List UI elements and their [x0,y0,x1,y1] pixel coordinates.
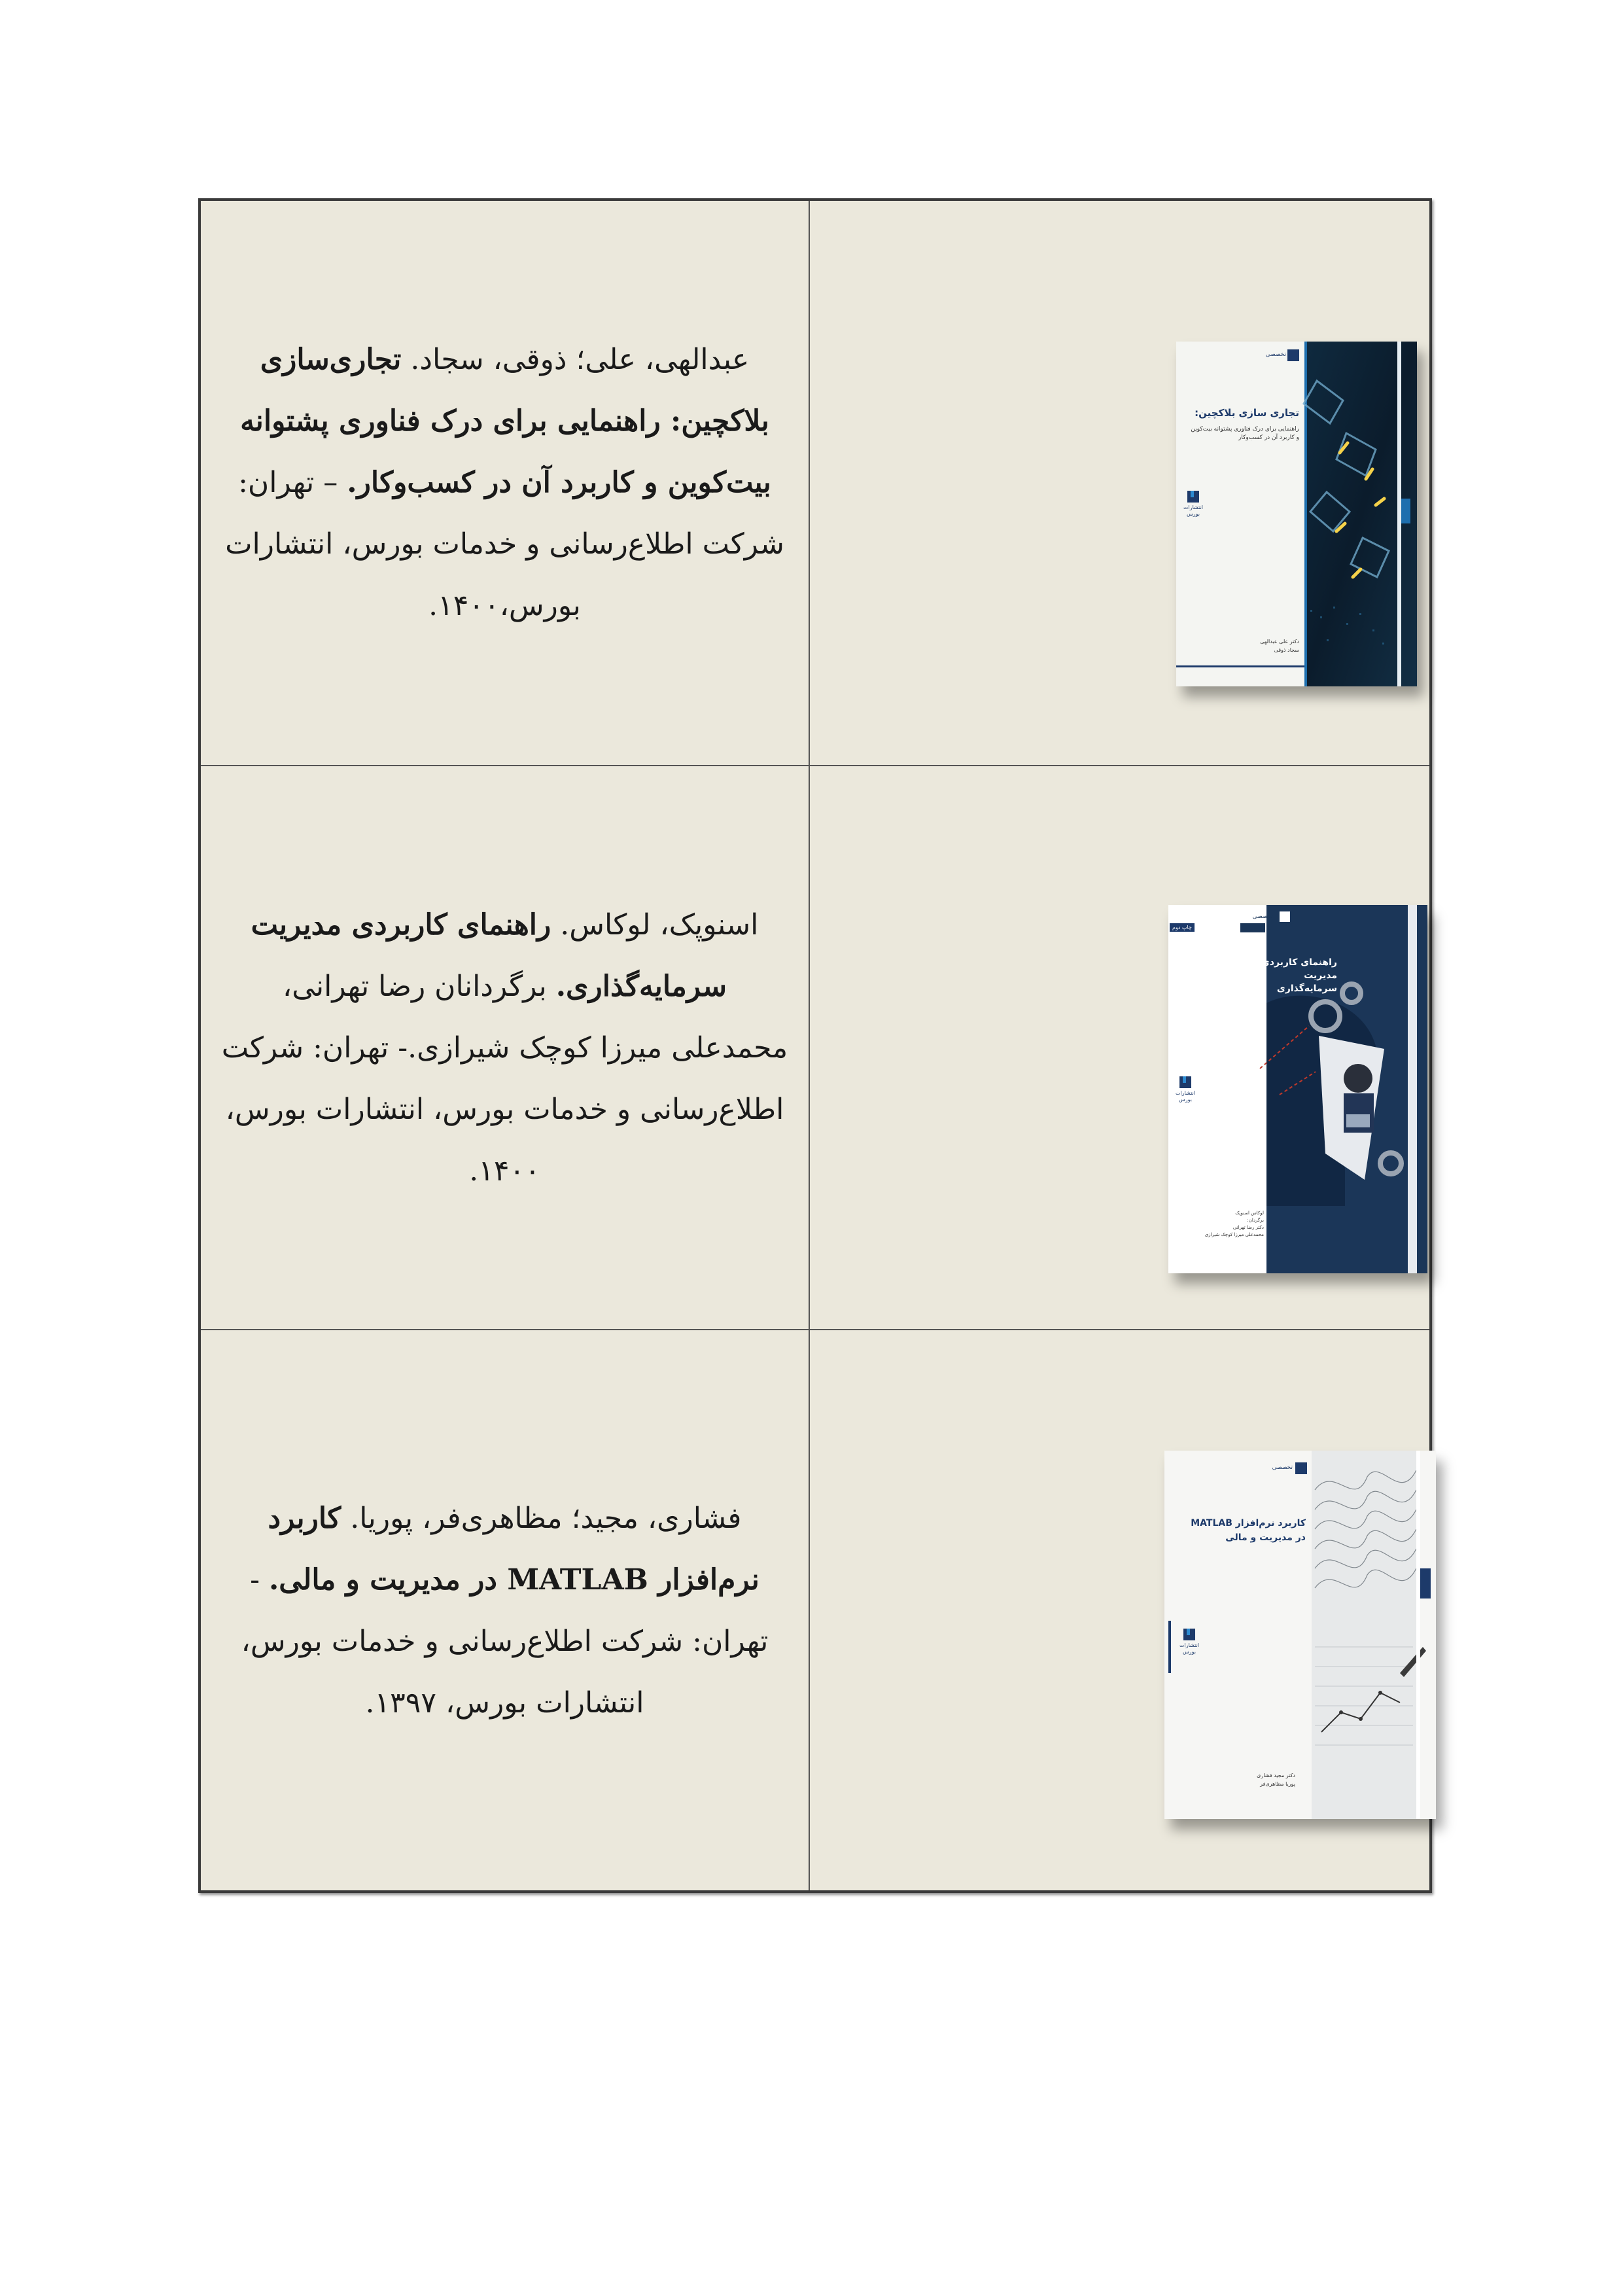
book-cover-investment [1168,905,1427,1273]
citation-title: کاربرد نرم‌افزار MATLAB در مدیریت و مالی. [268,1502,759,1597]
publisher-logo [1172,1076,1198,1103]
cover-authors: دکتر مجید فشاری پوریا مظاهری‌فر [1257,1773,1295,1787]
book-cover-blockchain [1176,342,1417,686]
book-cover-matlab [1164,1451,1436,1819]
citation-authors: اسنوپک، لوکاس. [560,908,759,942]
cover-title: راهنمای کاربردی مدیریت سرمایه‌گذاری [1261,957,1337,994]
publisher-logo [1180,491,1206,518]
publisher-logo-icon [1187,491,1199,503]
cover-cell [810,766,1429,1330]
publisher-logo-icon [1183,1629,1195,1640]
citation-authors: فشاری، مجید؛ مظاهری‌فر، پوریا. [350,1502,742,1535]
citation-publication: – تهران: شرکت اطلاع‌رسانی و خدمات بورس، انتشارات بورس،۱۴۰۰. [225,466,784,622]
citation-text [220,1488,789,1734]
cover-cell [810,1330,1429,1892]
citation-cell [201,766,809,1330]
citation-title: تجاری‌سازی بلاکچین: راهنمایی برای درک فناوری پشتوانه بیت‌کوین و کاربرد آن در کسب‌وکار. [240,343,771,499]
cover-series: تخصصی [1272,1464,1293,1471]
cover-series: تخصصی [1252,913,1273,920]
citation-publication: برگردانان رضا تهرانی، محمدعلی میرزا کوچک شیرازی.- تهران: شرکت اطلاع‌رسانی و خدمات بورس، انتشارات بورس، ۱۴۰۰. [221,970,788,1188]
cover-authors: دکتر علی عبدالهی سجاد ذوقی [1260,639,1299,653]
cover-series: تخصصی [1265,351,1286,358]
publisher-name: انتشارات بورس [1183,504,1204,517]
table-row [201,765,1429,1330]
cover-title: تجاری سازی بلاکچین: [1195,407,1299,419]
citation-text [220,894,789,1202]
edition-badge: چاپ دوم [1170,923,1195,932]
publisher-name: انتشارات بورس [1175,1090,1196,1103]
matlab-cover-art [1164,1451,1436,1819]
publisher-name: انتشارات بورس [1179,1642,1200,1655]
cover-authors: لوکاس اسنوپک برگردان: دکتر رضا تهرانی محمدعلی میرزا کوچک شیرازی [1204,1210,1264,1237]
citation-authors: عبدالهی، علی؛ ذوقی، سجاد. [410,343,750,376]
citation-text [220,329,789,637]
table-row [201,1329,1429,1892]
citation-cell [201,201,809,765]
cover-title: کاربرد نرم‌افزار MATLAB در مدیریت و مالی [1191,1518,1306,1543]
cover-cell [810,201,1429,765]
blockchain-cover-art [1176,342,1417,686]
citation-publication: - تهران: شرکت اطلاع‌رسانی و خدمات بورس، انتشارات بورس، ۱۳۹۷. [241,1563,769,1720]
book-list-table [198,198,1432,1893]
table-row [201,201,1429,765]
citation-cell [201,1330,809,1892]
publisher-logo-icon [1179,1076,1191,1088]
cover-subtitle: راهنمایی برای درک فناوری پشتوانه بیت‌کوین و کاربرد آن در کسب‌وکار [1191,426,1299,441]
publisher-logo [1175,1629,1204,1655]
citation-title: راهنمای کاربردی مدیریت سرمایه‌گذاری. [251,908,727,1003]
